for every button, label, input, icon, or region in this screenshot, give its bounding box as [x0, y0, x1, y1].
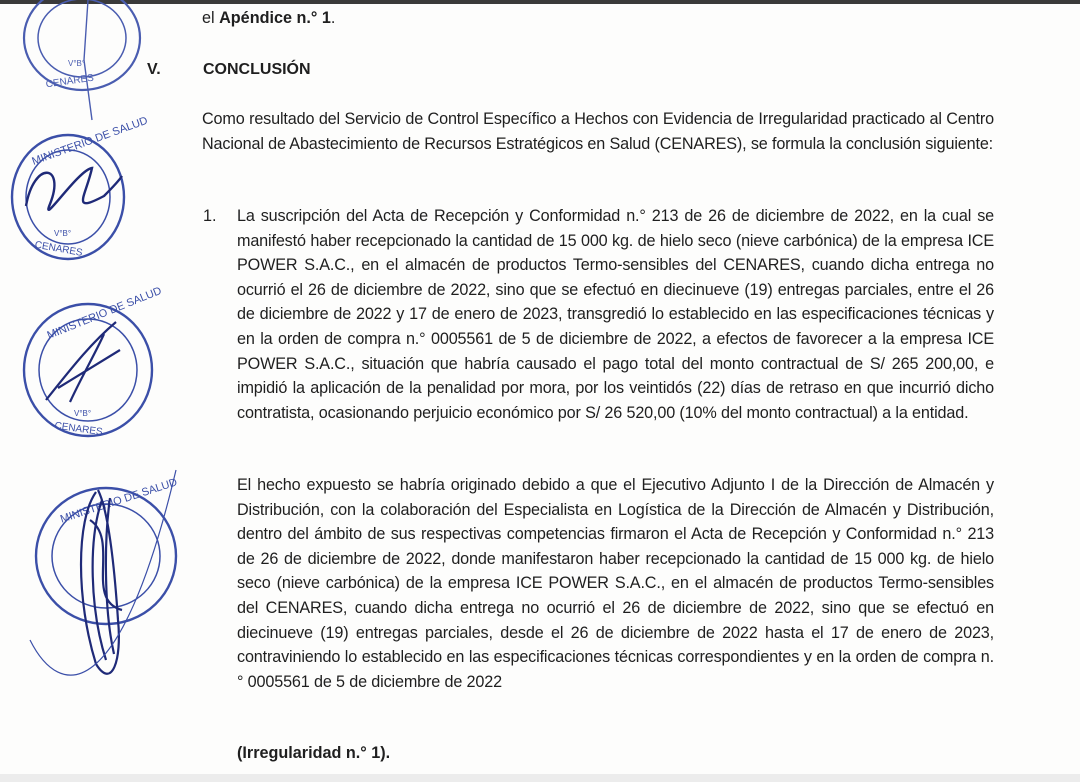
appendix-suffix: .: [330, 9, 336, 27]
appendix-reference: [202, 6, 335, 30]
bottom-strip: [0, 774, 1080, 782]
appendix-prefix: el: [202, 9, 220, 27]
seal-stamp-2: [12, 115, 149, 259]
appendix-bold: Apéndice n.° 1: [219, 9, 331, 27]
svg-text:MINISTERIO DE SALUD: MINISTERIO DE SALUD: [30, 114, 150, 168]
section-title: CONCLUSIÓN: [203, 61, 311, 78]
seal-stamp-1: [24, 0, 140, 120]
svg-text:CENARES: CENARES: [33, 239, 84, 259]
irregularity-label: (Irregularidad n.° 1).: [237, 744, 391, 762]
seal-stamp-4: [30, 470, 179, 675]
item-detail-paragraph: El hecho expuesto se habría originado debido a que el Ejecutivo Adjunto I de la Dirección de Almacén y Distribución, con la colaboración del Especialista en Logística de la Dirección de Almacén y Distribución, dentro del ámbito de sus respectivas competencias firmaron el Acta de Recepción y Conformidad n.° 213 de 26 de diciembre de 2022, donde manifestaron haber recepcionado la cantidad de 15 000 kg. de hielo seco (nieve carbónica) de la empresa ICE POWER S.A.C., en el almacén de productos Termo-sensibles del CENARES, cuando dicha entrega no ocurrió el 26 de diciembre de 2022, sino que se efectuó en diecinueve (19) entregas parciales, desde el 26 de diciembre de 2022 hasta el 17 de enero de 2023, contraviniendo lo establecido en las especificaciones técnicas correspondientes y en la orden de compra n.° 0005561 de 5 de diciembre de 2022: [237, 476, 994, 691]
svg-text:CENARES: CENARES: [53, 420, 104, 439]
svg-text:V°B°: V°B°: [68, 59, 86, 68]
intro-paragraph: Como resultado del Servicio de Control Específico a Hechos con Evidencia de Irregularidad practicado al Centro Nacional de Abastecimiento de Recursos Estratégicos en Salud (CENARES), se formula la conclusión siguiente:: [202, 110, 994, 153]
svg-text:CENARES: CENARES: [45, 72, 95, 91]
stamps-column: [0, 0, 200, 782]
seal-stamp-3: [24, 285, 163, 438]
item-text: La suscripción del Acta de Recepción y Conformidad n.° 213 de 26 de diciembre de 2022, en la cual se manifestó haber recepcionado la cantidad de 15 000 kg. de hielo seco (nieve carbónica) de la empresa ICE POWER S.A.C., en el almacén de productos Termo-sensibles del CENARES, cuando dicha entrega no ocurrió el 26 de diciembre de 2022, sino que se efectuó en diecinueve (19) entregas parciales, entre el 26 de diciembre de 2022 y 17 de enero de 2023, transgredió lo establecido en las especificaciones técnicas y en la orden de compra n.° 0005561 de 5 de diciembre de 2022, a efectos de favorecer a la empresa ICE POWER S.A.C., situación que habría causado el pago total del monto contractual de S/ 265 200,00, e impidió la aplicación de la penalidad por mora, por los veintidós (22) días de retraso en que incurrió dicho contratista, ocasionando perjuicio económico por S/ 26 520,00 (10% del monto contractual) a la entidad.: [237, 207, 994, 422]
svg-text:V°B°: V°B°: [54, 229, 72, 238]
section-number: V.: [147, 61, 161, 78]
svg-text:MINISTERIO DE SALUD: MINISTERIO DE SALUD: [45, 284, 164, 342]
svg-text:V°B°: V°B°: [74, 409, 92, 418]
item-number: 1.: [203, 207, 217, 225]
svg-text:MINISTERIO DE SALUD: MINISTERIO DE SALUD: [58, 476, 179, 526]
